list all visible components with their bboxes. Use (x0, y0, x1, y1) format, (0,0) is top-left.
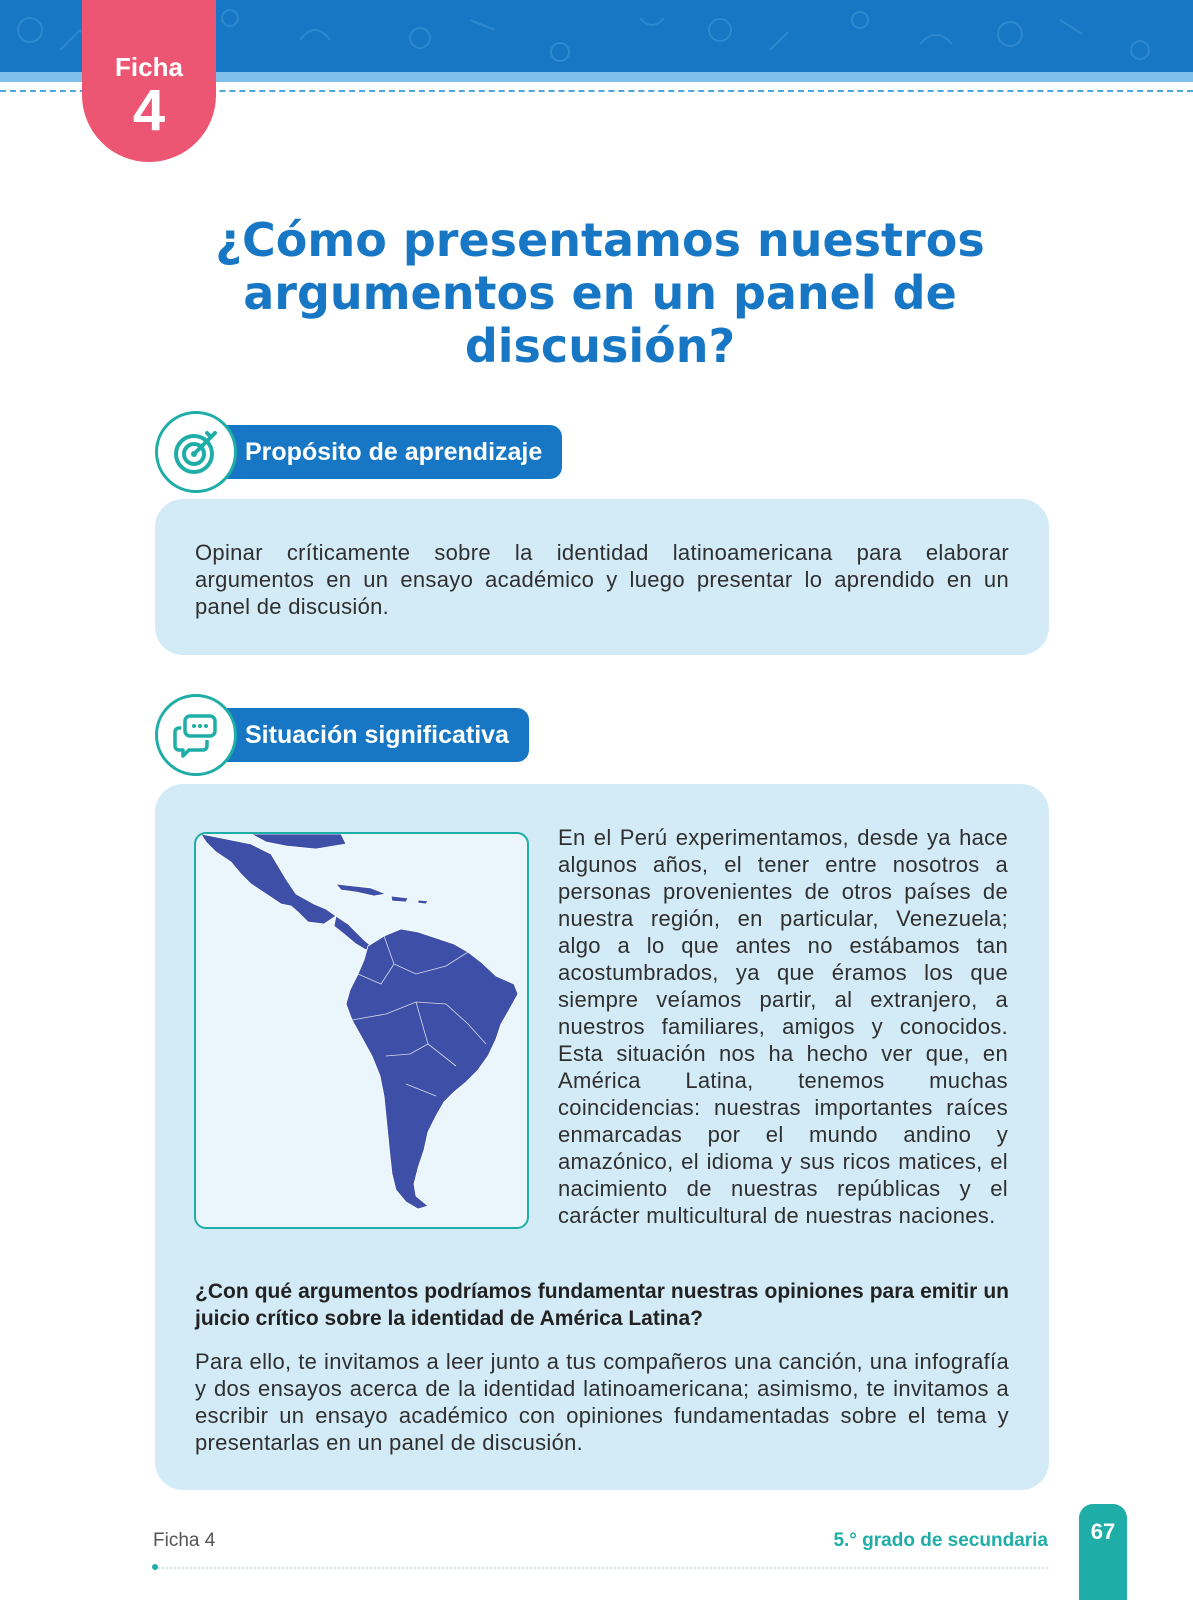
situation-text: En el Perú experimentamos, desde ya hace algunos años, el tener entre nosotros a personas provenientes de otros países de nuestra región, en particular, Venezuela; algo a lo que antes no estábamos tan acostumbrados, ya que éramos los que siempre veíamos partir, al extranjero, a nuestros familiares, amigos y conocidos. Esta situación nos ha hecho ver que, en América Latina, tenemos muchas coincidencias: nuestras importantes raíces enmarcadas por el mundo andino y amazónico, el idioma y sus ricos matices, el nacimiento de nuestras repúblicas y el carácter multicultural de nuestras naciones. (558, 825, 1008, 1228)
purpose-heading-label: Propósito de aprendizaje (215, 425, 562, 479)
purpose-text: Opinar críticamente sobre la identidad latinoamericana para elaborar argumentos en un ensayo académico y luego presentar lo aprendido en un panel de discusión. (195, 540, 1009, 619)
situation-box (155, 784, 1049, 1490)
ficha-label: Ficha (115, 52, 183, 82)
latin-america-map (194, 832, 529, 1229)
situation-heading (155, 708, 540, 762)
situation-heading-label: Situación significativa (215, 708, 529, 762)
footer-left: Ficha 4 (153, 1530, 216, 1551)
ficha-number: 4 (132, 78, 166, 143)
footer-right: 5.° grado de secundaria (833, 1530, 1048, 1551)
ficha-tab (82, 0, 216, 162)
purpose-box (155, 499, 1049, 655)
closing-text: Para ello, te invitamos a leer junto a tus compañeros una canción, una infografía y dos ensayos acerca de la identidad latinoamericana; asimismo, te invitamos a escribir un ensayo académico con opiniones fundamentadas sobre el tema y presentarlas en un panel de discusión. (195, 1349, 1009, 1455)
chat-icon (155, 694, 237, 776)
footer-divider (155, 1567, 1048, 1569)
target-icon (155, 411, 237, 493)
purpose-heading (155, 425, 575, 479)
page-title: ¿Cómo presentamos nuestros argumentos en un panel de discusión? (215, 213, 985, 373)
footer-dot (152, 1564, 158, 1570)
guiding-question: ¿Con qué argumentos podríamos fundamentar nuestras opiniones para emitir un juicio crítico sobre la identidad de América Latina? (195, 1280, 1009, 1330)
page-number: 67 (1079, 1504, 1127, 1600)
